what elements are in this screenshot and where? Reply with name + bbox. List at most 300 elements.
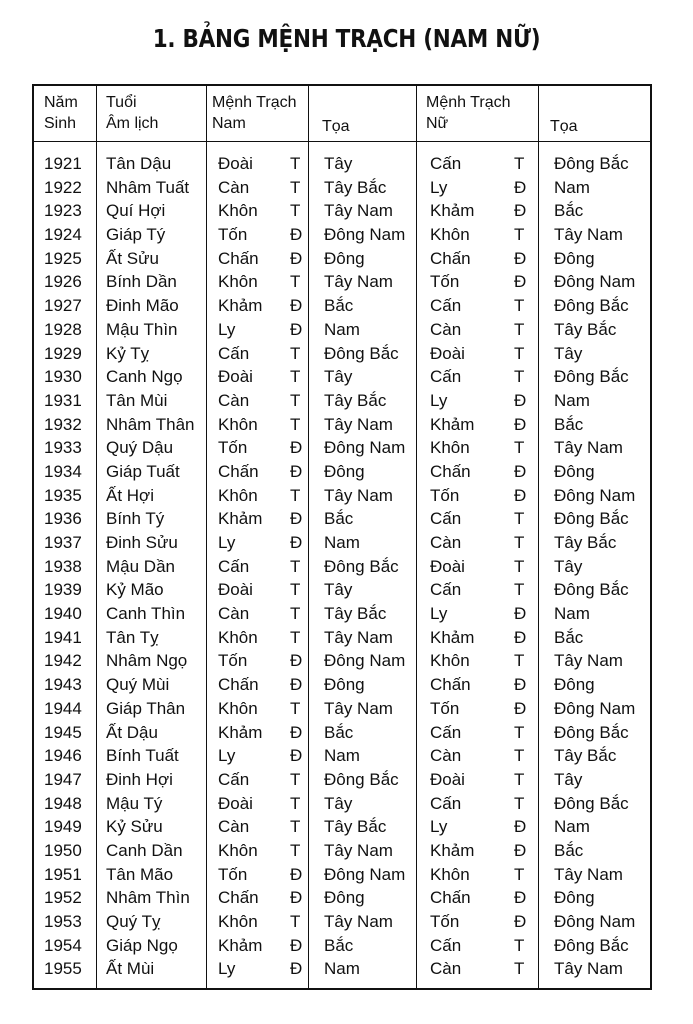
toa-nu-cell: Bắc — [554, 627, 584, 647]
age-cell: Bính Tuất — [106, 746, 179, 766]
age-cell: Nhâm Thìn — [106, 888, 190, 908]
table-body — [34, 152, 650, 981]
type-nam-cell: Đ — [290, 864, 303, 884]
menh-nu-cell: Khôn — [430, 864, 470, 884]
type-nam-cell: Đ — [290, 296, 303, 316]
table-row — [34, 626, 650, 650]
menh-nu-cell: Cấn — [430, 935, 462, 955]
type-nu-cell: T — [514, 533, 525, 552]
toa-nam-cell: Tây Bắc — [324, 390, 387, 410]
menh-nu-cell: Tốn — [430, 272, 460, 292]
toa-nam-cell: Tây — [324, 154, 353, 173]
type-nam-cell: T — [290, 485, 301, 505]
toa-nu-cell: Nam — [554, 817, 590, 837]
year-cell: 1938 — [44, 556, 82, 576]
toa-nu-cell: Tây Bắc — [554, 319, 617, 339]
menh-nu-cell: Đoài — [430, 343, 465, 363]
age-cell: Giáp Tuất — [106, 461, 180, 481]
menh-nam-cell: Khôn — [218, 912, 258, 931]
age-cell: Ất Sửu — [106, 248, 159, 268]
year-cell: 1955 — [44, 959, 82, 979]
type-nam-cell: T — [290, 627, 301, 647]
menh-nu-cell: Khôn — [430, 438, 470, 458]
type-nu-cell: T — [514, 580, 525, 600]
type-nam-cell: Đ — [290, 722, 303, 742]
type-nu-cell: T — [514, 296, 525, 316]
toa-nam-cell: Đông — [324, 461, 365, 481]
toa-nam-cell: Tây Nam — [324, 414, 393, 434]
year-cell: 1937 — [44, 533, 82, 552]
toa-nu-cell: Đông — [554, 888, 595, 908]
type-nam-cell: Đ — [290, 248, 303, 268]
type-nam-cell: Đ — [290, 319, 303, 339]
toa-nam-cell: Tây Nam — [324, 272, 393, 292]
toa-nam-cell: Tây Nam — [324, 485, 393, 505]
toa-nu-cell: Đông Bắc — [554, 793, 629, 813]
year-cell: 1926 — [44, 272, 82, 292]
type-nu-cell: T — [514, 154, 525, 173]
age-cell: Tân Mão — [106, 864, 174, 884]
toa-nu-cell: Đông Nam — [554, 912, 636, 931]
toa-nam-cell: Nam — [324, 746, 360, 766]
table-row — [34, 389, 650, 413]
toa-nu-cell: Đông — [554, 248, 595, 268]
type-nu-cell: Đ — [514, 698, 527, 718]
menh-nu-cell: Khôn — [430, 651, 470, 671]
toa-nam-cell: Bắc — [324, 722, 354, 742]
toa-nam-cell: Tây Nam — [324, 840, 393, 860]
year-cell: 1940 — [44, 604, 82, 624]
type-nu-cell: Đ — [514, 414, 527, 434]
table-row — [34, 649, 650, 673]
table-row — [34, 484, 650, 508]
toa-nu-cell: Tây — [554, 769, 583, 789]
type-nam-cell: Đ — [290, 509, 303, 529]
type-nu-cell: T — [514, 935, 525, 955]
header-age: Tuổi Âm lịch — [106, 94, 159, 132]
type-nu-cell: T — [514, 509, 525, 529]
menh-nam-cell: Tốn — [218, 651, 248, 671]
type-nam-cell: T — [290, 840, 301, 860]
year-cell: 1952 — [44, 888, 82, 908]
table-row — [34, 578, 650, 602]
year-cell: 1922 — [44, 177, 82, 197]
toa-nam-cell: Đông Bắc — [324, 556, 399, 576]
menh-nam-cell: Khôn — [218, 840, 258, 860]
type-nam-cell: T — [290, 414, 301, 434]
year-cell: 1929 — [44, 343, 82, 363]
table-row — [34, 294, 650, 318]
table-row — [34, 555, 650, 579]
table-row — [34, 342, 650, 366]
header-toa-nu: Tọa — [550, 118, 578, 135]
toa-nu-cell: Tây Nam — [554, 651, 623, 671]
menh-nu-cell: Khảm — [430, 201, 475, 221]
menh-nu-cell: Khảm — [430, 840, 475, 860]
menh-nam-cell: Tốn — [218, 864, 248, 884]
table-row — [34, 673, 650, 697]
age-cell: Ất Dậu — [106, 722, 158, 742]
type-nu-cell: Đ — [514, 201, 527, 221]
page-title: 1. BẢNG MỆNH TRẠCH (NAM NỮ) — [152, 24, 541, 53]
toa-nam-cell: Tây — [324, 580, 353, 600]
age-cell: Giáp Thân — [106, 698, 186, 718]
table-row — [34, 910, 650, 934]
age-cell: Canh Dần — [106, 840, 183, 860]
toa-nam-cell: Đông Nam — [324, 438, 406, 458]
toa-nu-cell: Đông Bắc — [554, 367, 629, 387]
type-nu-cell: T — [514, 343, 525, 363]
menh-nu-cell: Tốn — [430, 912, 460, 931]
age-cell: Nhâm Tuất — [106, 177, 190, 197]
menh-nu-cell: Khảm — [430, 414, 475, 434]
menh-nu-cell: Cấn — [430, 580, 462, 600]
toa-nu-cell: Nam — [554, 390, 590, 410]
year-cell: 1923 — [44, 201, 82, 221]
age-cell: Giáp Ngọ — [106, 935, 178, 955]
menh-nu-cell: Khảm — [430, 627, 475, 647]
type-nu-cell: Đ — [514, 888, 527, 908]
menh-nu-cell: Tốn — [430, 485, 460, 505]
type-nu-cell: T — [514, 769, 525, 789]
year-cell: 1927 — [44, 296, 82, 316]
year-cell: 1924 — [44, 225, 82, 245]
type-nu-cell: Đ — [514, 248, 527, 268]
menh-nam-cell: Khảm — [218, 722, 263, 742]
age-cell: Quý Mùi — [106, 675, 170, 695]
menh-nam-cell: Ly — [218, 533, 236, 552]
header-divider — [34, 141, 650, 142]
type-nam-cell: T — [290, 604, 301, 624]
menh-nu-cell: Khôn — [430, 225, 470, 245]
menh-nu-cell: Cấn — [430, 509, 462, 529]
menh-nam-cell: Chấn — [218, 461, 259, 481]
menh-nam-cell: Cấn — [218, 343, 250, 363]
table-row — [34, 460, 650, 484]
age-cell: Ất Hợi — [106, 485, 154, 505]
table-row — [34, 839, 650, 863]
table-row — [34, 768, 650, 792]
table-row — [34, 744, 650, 768]
age-cell: Kỷ Mão — [106, 580, 164, 600]
menh-nu-cell: Càn — [430, 533, 462, 552]
type-nu-cell: Đ — [514, 912, 527, 931]
table-row — [34, 199, 650, 223]
menh-nu-cell: Càn — [430, 959, 462, 979]
toa-nu-cell: Tây Bắc — [554, 746, 617, 766]
toa-nu-cell: Nam — [554, 177, 590, 197]
menh-nu-cell: Cấn — [430, 793, 462, 813]
menh-nam-cell: Khảm — [218, 509, 263, 529]
type-nam-cell: Đ — [290, 935, 303, 955]
table-row — [34, 507, 650, 531]
age-cell: Bính Tý — [106, 509, 165, 529]
year-cell: 1949 — [44, 817, 82, 837]
toa-nam-cell: Nam — [324, 959, 360, 979]
header-year: Năm Sinh — [44, 94, 78, 132]
menh-nam-cell: Tốn — [218, 438, 248, 458]
type-nu-cell: T — [514, 793, 525, 813]
menh-nam-cell: Đoài — [218, 793, 253, 813]
age-cell: Kỷ Sửu — [106, 817, 163, 837]
type-nu-cell: Đ — [514, 485, 527, 505]
year-cell: 1951 — [44, 864, 82, 884]
toa-nu-cell: Nam — [554, 604, 590, 624]
year-cell: 1944 — [44, 698, 82, 718]
header-menh-nam: Mệnh Trạch Nam — [212, 94, 297, 132]
table-row — [34, 318, 650, 342]
toa-nam-cell: Nam — [324, 319, 360, 339]
type-nam-cell: T — [290, 272, 301, 292]
age-cell: Nhâm Thân — [106, 414, 195, 434]
toa-nam-cell: Tây Bắc — [324, 817, 387, 837]
menh-nu-cell: Tốn — [430, 698, 460, 718]
toa-nam-cell: Tây Nam — [324, 201, 393, 221]
toa-nam-cell: Bắc — [324, 935, 354, 955]
menh-nam-cell: Khảm — [218, 935, 263, 955]
type-nam-cell: T — [290, 367, 301, 387]
year-cell: 1939 — [44, 580, 82, 600]
type-nu-cell: Đ — [514, 817, 527, 837]
age-cell: Tân Dậu — [106, 154, 172, 173]
type-nam-cell: Đ — [290, 533, 303, 552]
menh-nu-cell: Cấn — [430, 296, 462, 316]
toa-nu-cell: Đông — [554, 675, 595, 695]
toa-nam-cell: Nam — [324, 533, 360, 552]
menh-nam-cell: Khôn — [218, 201, 258, 221]
year-cell: 1925 — [44, 248, 82, 268]
year-cell: 1928 — [44, 319, 82, 339]
year-cell: 1943 — [44, 675, 82, 695]
age-cell: Canh Thìn — [106, 604, 186, 624]
type-nu-cell: T — [514, 319, 525, 339]
table-row — [34, 815, 650, 839]
menh-nu-cell: Càn — [430, 319, 462, 339]
year-cell: 1942 — [44, 651, 82, 671]
toa-nu-cell: Đông — [554, 461, 595, 481]
year-cell: 1950 — [44, 840, 82, 860]
table-row — [34, 365, 650, 389]
age-cell: Đinh Mão — [106, 296, 179, 316]
type-nam-cell: T — [290, 769, 301, 789]
year-cell: 1932 — [44, 414, 82, 434]
toa-nu-cell: Tây Nam — [554, 864, 623, 884]
toa-nu-cell: Tây Nam — [554, 438, 623, 458]
year-cell: 1930 — [44, 367, 82, 387]
toa-nu-cell: Đông Nam — [554, 698, 636, 718]
menh-nam-cell: Khôn — [218, 414, 258, 434]
menh-nam-cell: Chấn — [218, 248, 259, 268]
type-nam-cell: Đ — [290, 461, 303, 481]
menh-nu-cell: Ly — [430, 604, 448, 624]
type-nam-cell: Đ — [290, 888, 303, 908]
age-cell: Mậu Tý — [106, 793, 163, 813]
menh-nu-cell: Ly — [430, 817, 448, 837]
toa-nu-cell: Đông Bắc — [554, 580, 629, 600]
menh-nam-cell: Đoài — [218, 154, 253, 173]
year-cell: 1947 — [44, 769, 82, 789]
type-nam-cell: T — [290, 343, 301, 363]
toa-nam-cell: Tây Nam — [324, 627, 393, 647]
type-nam-cell: T — [290, 698, 301, 718]
menh-nam-cell: Càn — [218, 604, 250, 624]
toa-nam-cell: Đông — [324, 248, 365, 268]
toa-nam-cell: Đông Nam — [324, 225, 406, 245]
type-nu-cell: T — [514, 225, 525, 245]
toa-nam-cell: Bắc — [324, 296, 354, 316]
toa-nam-cell: Tây Bắc — [324, 177, 387, 197]
table-row — [34, 531, 650, 555]
menh-nu-cell: Ly — [430, 177, 448, 197]
type-nu-cell: Đ — [514, 177, 527, 197]
type-nam-cell: T — [290, 556, 301, 576]
age-cell: Mậu Dần — [106, 556, 175, 576]
age-cell: Đinh Hợi — [106, 769, 173, 789]
age-cell: Đinh Sửu — [106, 533, 178, 552]
menh-nam-cell: Chấn — [218, 888, 259, 908]
toa-nu-cell: Tây Nam — [554, 959, 623, 979]
menh-nam-cell: Khôn — [218, 698, 258, 718]
menh-nu-cell: Cấn — [430, 154, 462, 173]
type-nam-cell: T — [290, 177, 301, 197]
type-nam-cell: Đ — [290, 651, 303, 671]
type-nam-cell: T — [290, 817, 301, 837]
menh-nam-cell: Ly — [218, 959, 236, 979]
menh-nu-cell: Chấn — [430, 461, 471, 481]
menh-nam-cell: Khôn — [218, 272, 258, 292]
year-cell: 1933 — [44, 438, 82, 458]
type-nam-cell: Đ — [290, 225, 303, 245]
menh-nam-cell: Tốn — [218, 225, 248, 245]
table-row — [34, 792, 650, 816]
type-nam-cell: T — [290, 912, 301, 931]
menh-nam-cell: Đoài — [218, 580, 253, 600]
age-cell: Quý Dậu — [106, 438, 174, 458]
type-nu-cell: Đ — [514, 461, 527, 481]
toa-nu-cell: Tây — [554, 556, 583, 576]
toa-nu-cell: Đông Bắc — [554, 509, 629, 529]
type-nu-cell: Đ — [514, 390, 527, 410]
menh-trach-table — [32, 84, 652, 990]
type-nu-cell: T — [514, 367, 525, 387]
toa-nam-cell: Đông Bắc — [324, 769, 399, 789]
age-cell: Tân Mùi — [106, 390, 168, 410]
type-nu-cell: T — [514, 556, 525, 576]
toa-nam-cell: Đông Nam — [324, 864, 406, 884]
type-nu-cell: T — [514, 864, 525, 884]
type-nu-cell: T — [514, 722, 525, 742]
table-row — [34, 697, 650, 721]
year-cell: 1941 — [44, 627, 82, 647]
type-nam-cell: Đ — [290, 438, 303, 458]
toa-nam-cell: Bắc — [324, 509, 354, 529]
type-nu-cell: T — [514, 746, 525, 766]
toa-nu-cell: Bắc — [554, 414, 584, 434]
type-nu-cell: Đ — [514, 675, 527, 695]
year-cell: 1935 — [44, 485, 82, 505]
toa-nam-cell: Tây — [324, 793, 353, 813]
toa-nu-cell: Đông Nam — [554, 485, 636, 505]
table-row — [34, 247, 650, 271]
menh-nam-cell: Ly — [218, 746, 236, 766]
menh-nam-cell: Cấn — [218, 556, 250, 576]
type-nam-cell: T — [290, 201, 301, 221]
table-row — [34, 721, 650, 745]
menh-nu-cell: Chấn — [430, 675, 471, 695]
type-nu-cell: Đ — [514, 627, 527, 647]
header-toa-nam: Tọa — [322, 118, 350, 135]
menh-nam-cell: Khôn — [218, 627, 258, 647]
toa-nam-cell: Đông Nam — [324, 651, 406, 671]
age-cell: Ất Mùi — [106, 959, 155, 979]
toa-nam-cell: Tây — [324, 367, 353, 387]
year-cell: 1945 — [44, 722, 82, 742]
menh-nam-cell: Khảm — [218, 296, 263, 316]
table-row — [34, 152, 650, 176]
toa-nam-cell: Tây Nam — [324, 698, 393, 718]
year-cell: 1931 — [44, 390, 82, 410]
age-cell: Bính Dần — [106, 272, 177, 292]
age-cell: Quý Tỵ — [106, 912, 161, 931]
menh-nam-cell: Càn — [218, 390, 250, 410]
menh-nu-cell: Chấn — [430, 888, 471, 908]
type-nu-cell: Đ — [514, 272, 527, 292]
type-nam-cell: T — [290, 390, 301, 410]
menh-nam-cell: Cấn — [218, 769, 250, 789]
year-cell: 1954 — [44, 935, 82, 955]
type-nam-cell: Đ — [290, 746, 303, 766]
type-nam-cell: Đ — [290, 959, 303, 979]
toa-nam-cell: Đông — [324, 888, 365, 908]
menh-nam-cell: Càn — [218, 817, 250, 837]
table-row — [34, 223, 650, 247]
toa-nu-cell: Đông Nam — [554, 272, 636, 292]
table-row — [34, 602, 650, 626]
type-nam-cell: T — [290, 793, 301, 813]
menh-nu-cell: Chấn — [430, 248, 471, 268]
type-nu-cell: Đ — [514, 604, 527, 624]
toa-nu-cell: Tây — [554, 343, 583, 363]
menh-nu-cell: Cấn — [430, 722, 462, 742]
age-cell: Quí Hợi — [106, 201, 166, 221]
table-row — [34, 436, 650, 460]
year-cell: 1946 — [44, 746, 82, 766]
toa-nu-cell: Đông Bắc — [554, 296, 629, 316]
table-row — [34, 413, 650, 437]
toa-nu-cell: Đông Bắc — [554, 154, 629, 173]
toa-nu-cell: Đông Bắc — [554, 935, 629, 955]
age-cell: Tân Tỵ — [106, 627, 159, 647]
menh-nam-cell: Càn — [218, 177, 250, 197]
year-cell: 1936 — [44, 509, 82, 529]
menh-nam-cell: Khôn — [218, 485, 258, 505]
type-nu-cell: T — [514, 438, 525, 458]
toa-nam-cell: Đông Bắc — [324, 343, 399, 363]
toa-nu-cell: Tây Nam — [554, 225, 623, 245]
toa-nam-cell: Tây Nam — [324, 912, 393, 931]
age-cell: Nhâm Ngọ — [106, 651, 188, 671]
toa-nu-cell: Bắc — [554, 840, 584, 860]
type-nu-cell: T — [514, 651, 525, 671]
menh-nam-cell: Đoài — [218, 367, 253, 387]
type-nu-cell: T — [514, 959, 525, 979]
table-row — [34, 176, 650, 200]
toa-nu-cell: Bắc — [554, 201, 584, 221]
menh-nu-cell: Càn — [430, 746, 462, 766]
age-cell: Kỷ Tỵ — [106, 343, 150, 363]
table-row — [34, 886, 650, 910]
table-row — [34, 934, 650, 958]
